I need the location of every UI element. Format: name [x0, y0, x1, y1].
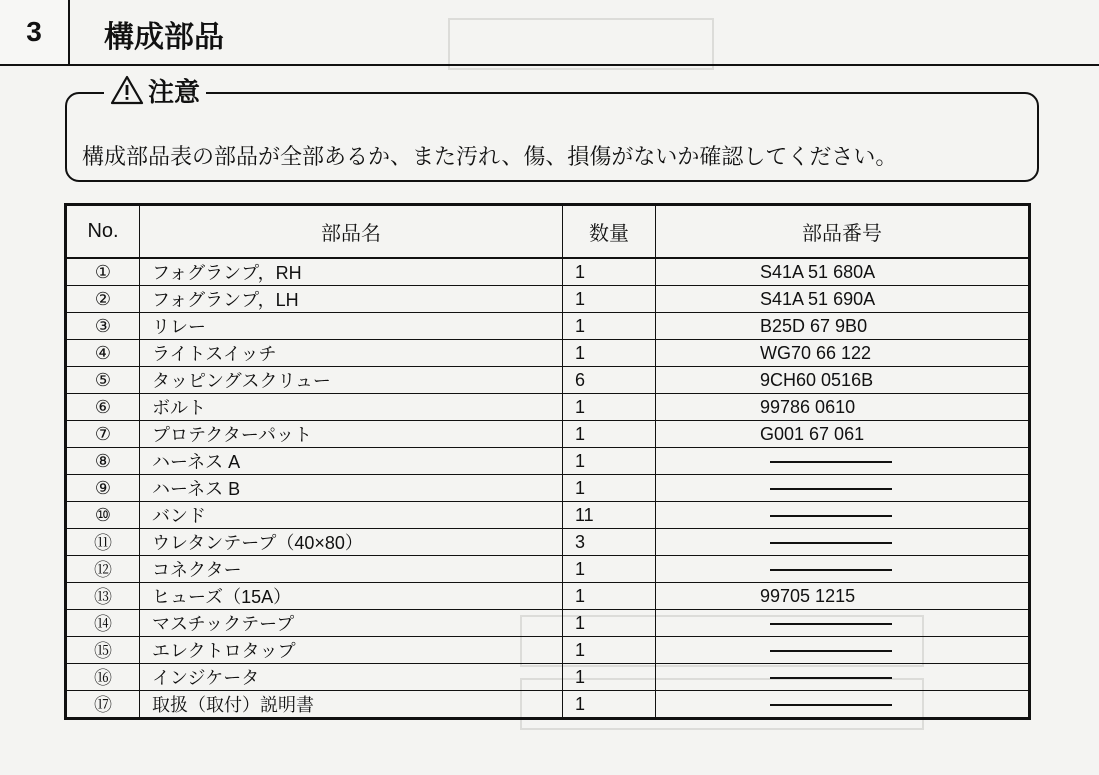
header-no: No. — [66, 205, 140, 259]
caution-label: 注意 — [148, 77, 201, 108]
warning-icon — [110, 74, 144, 106]
part-name: コネクター — [140, 556, 563, 583]
blank-part-number-line — [770, 569, 892, 571]
part-number — [656, 529, 1030, 556]
part-number — [656, 448, 1030, 475]
part-quantity: 1 — [563, 664, 656, 691]
part-number: S41A 51 680A — [656, 258, 1030, 286]
part-quantity: 1 — [563, 691, 656, 719]
part-number — [656, 691, 1030, 719]
part-no: ⑰ — [66, 691, 140, 719]
part-name: フォグランプ，RH — [140, 258, 563, 286]
part-no: ⑥ — [66, 394, 140, 421]
part-name: ヒューズ（15A） — [140, 583, 563, 610]
part-number — [656, 664, 1030, 691]
header-part-name: 部品名 — [140, 205, 563, 259]
part-no: ② — [66, 286, 140, 313]
table-row — [66, 691, 1030, 719]
table-row — [66, 664, 1030, 691]
part-quantity: 1 — [563, 340, 656, 367]
table-row — [66, 340, 1030, 367]
part-name: マスチックテープ — [140, 610, 563, 637]
part-quantity: 6 — [563, 367, 656, 394]
part-name: エレクトロタップ — [140, 637, 563, 664]
part-no: ⑤ — [66, 367, 140, 394]
part-name: リレー — [140, 313, 563, 340]
part-name: ボルト — [140, 394, 563, 421]
part-quantity: 1 — [563, 610, 656, 637]
part-name: インジケータ — [140, 664, 563, 691]
caution-text: 構成部品表の部品が全部あるか、また汚れ、傷、損傷がないか確認してください。 — [82, 145, 898, 170]
section-rule — [68, 64, 1099, 66]
part-quantity: 1 — [563, 258, 656, 286]
table-row — [66, 610, 1030, 637]
blank-part-number-line — [770, 488, 892, 490]
part-quantity: 3 — [563, 529, 656, 556]
part-number — [656, 475, 1030, 502]
table-row — [66, 421, 1030, 448]
part-no: ⑩ — [66, 502, 140, 529]
blank-part-number-line — [770, 542, 892, 544]
part-quantity: 1 — [563, 286, 656, 313]
part-name: バンド — [140, 502, 563, 529]
part-number: WG70 66 122 — [656, 340, 1030, 367]
table-row — [66, 637, 1030, 664]
part-quantity: 1 — [563, 394, 656, 421]
part-number: 9CH60 0516B — [656, 367, 1030, 394]
part-quantity: 1 — [563, 475, 656, 502]
section-title: 構成部品 — [104, 20, 224, 55]
part-number — [656, 610, 1030, 637]
part-number: 99705 1215 — [656, 583, 1030, 610]
header-part-number: 部品番号 — [656, 205, 1030, 259]
table-row — [66, 475, 1030, 502]
section-number: 3 — [0, 0, 70, 66]
part-no: ⑨ — [66, 475, 140, 502]
blank-part-number-line — [770, 515, 892, 517]
part-name: タッピングスクリュー — [140, 367, 563, 394]
part-number: S41A 51 690A — [656, 286, 1030, 313]
part-quantity: 1 — [563, 583, 656, 610]
part-quantity: 1 — [563, 637, 656, 664]
bleed-through-title-box — [448, 18, 714, 70]
part-no: ⑪ — [66, 529, 140, 556]
part-no: ⑯ — [66, 664, 140, 691]
table-row — [66, 502, 1030, 529]
table-row — [66, 258, 1030, 286]
part-name: ウレタンテープ（40×80） — [140, 529, 563, 556]
part-name: フォグランプ，LH — [140, 286, 563, 313]
table-row — [66, 583, 1030, 610]
table-row — [66, 394, 1030, 421]
part-no: ⑧ — [66, 448, 140, 475]
part-name: 取扱（取付）説明書 — [140, 691, 563, 719]
table-row — [66, 556, 1030, 583]
part-name: プロテクターパット — [140, 421, 563, 448]
part-name: ライトスイッチ — [140, 340, 563, 367]
part-name: ハーネス A — [140, 448, 563, 475]
header-quantity: 数量 — [563, 205, 656, 259]
part-number — [656, 502, 1030, 529]
part-number: G001 67 061 — [656, 421, 1030, 448]
part-number — [656, 637, 1030, 664]
part-no: ⑮ — [66, 637, 140, 664]
blank-part-number-line — [770, 704, 892, 706]
table-header-row — [66, 205, 1030, 259]
part-no: ⑫ — [66, 556, 140, 583]
part-no: ① — [66, 258, 140, 286]
blank-part-number-line — [770, 677, 892, 679]
part-no: ⑭ — [66, 610, 140, 637]
part-quantity: 1 — [563, 556, 656, 583]
part-number: 99786 0610 — [656, 394, 1030, 421]
table-row — [66, 529, 1030, 556]
part-number — [656, 556, 1030, 583]
blank-part-number-line — [770, 623, 892, 625]
part-quantity: 11 — [563, 502, 656, 529]
table-row — [66, 367, 1030, 394]
blank-part-number-line — [770, 650, 892, 652]
caution-heading — [104, 70, 206, 110]
part-number: B25D 67 9B0 — [656, 313, 1030, 340]
part-quantity: 1 — [563, 313, 656, 340]
part-no: ④ — [66, 340, 140, 367]
part-no: ③ — [66, 313, 140, 340]
part-name: ハーネス B — [140, 475, 563, 502]
part-quantity: 1 — [563, 448, 656, 475]
part-no: ⑦ — [66, 421, 140, 448]
table-row — [66, 448, 1030, 475]
part-no: ⑬ — [66, 583, 140, 610]
table-row — [66, 286, 1030, 313]
parts-table — [64, 203, 1031, 720]
table-row — [66, 313, 1030, 340]
part-quantity: 1 — [563, 421, 656, 448]
blank-part-number-line — [770, 461, 892, 463]
